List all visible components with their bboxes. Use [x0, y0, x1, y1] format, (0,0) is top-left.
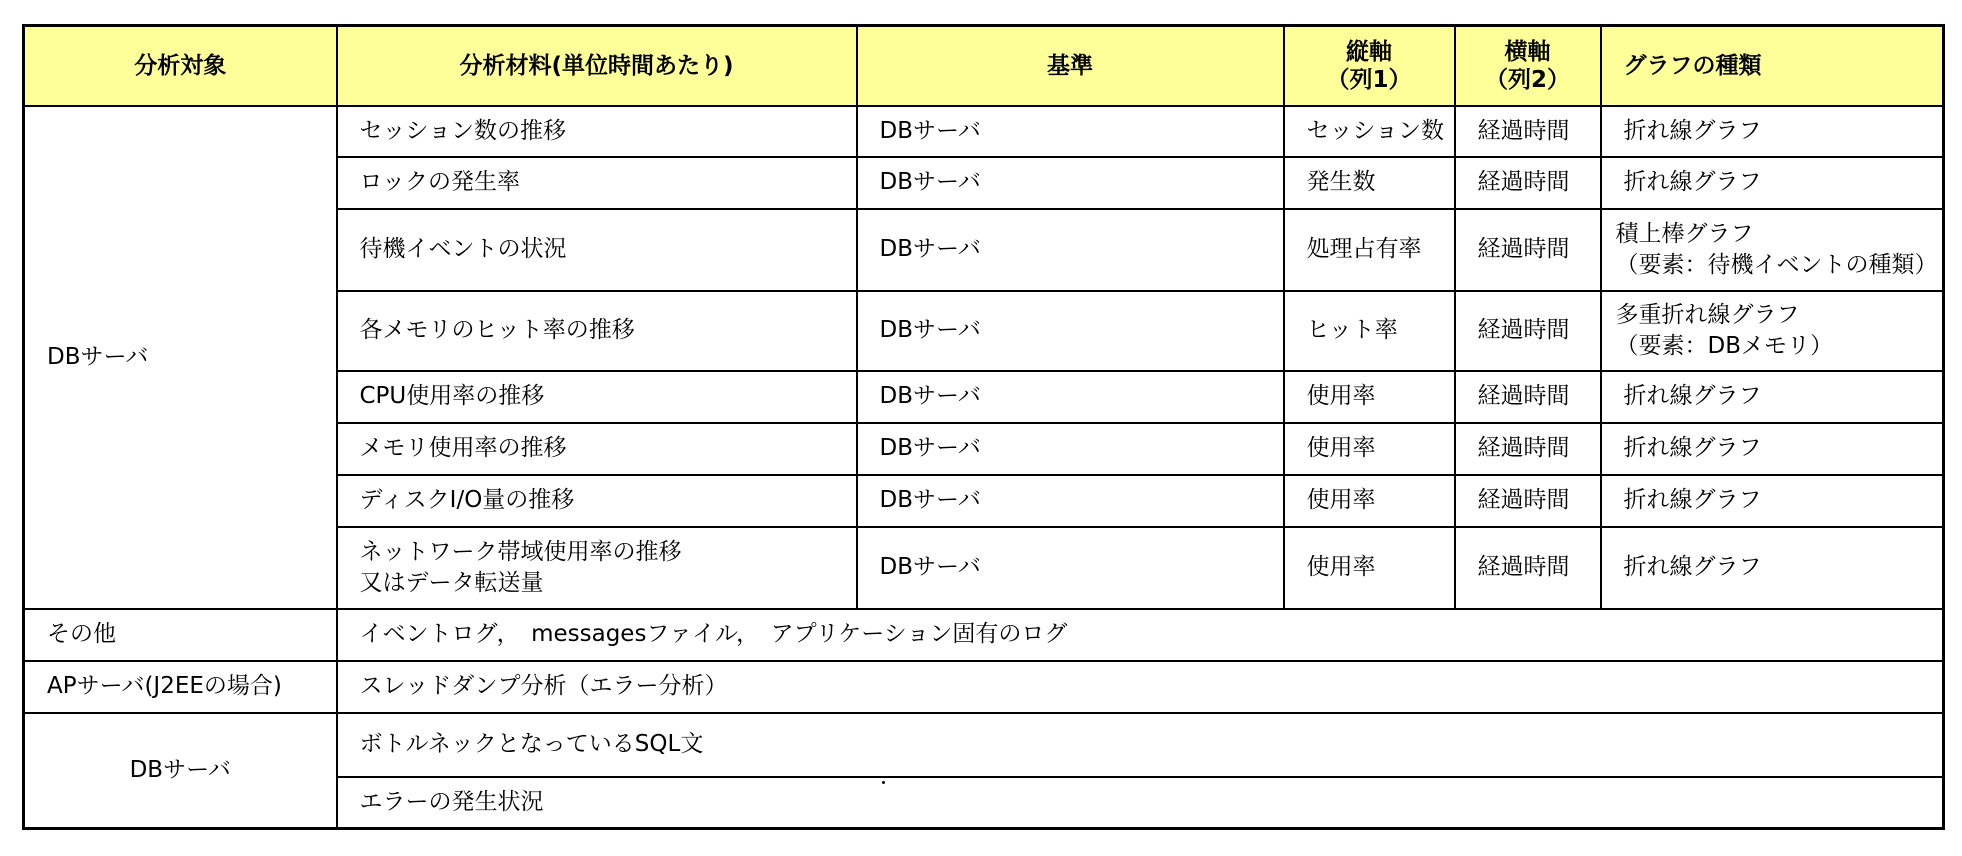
vertical-axis-cell: ヒット率 [1284, 291, 1455, 371]
graph-type-cell [1601, 475, 1944, 527]
horizontal-axis-cell: 経過時間 [1455, 527, 1601, 609]
graph-type-cell [1601, 157, 1944, 209]
horizontal-axis-cell: 経過時間 [1455, 209, 1601, 291]
db-issue-material-cell: ボトルネックとなっているSQL文 [337, 713, 1944, 777]
basis-cell: DBサーバ [857, 527, 1284, 609]
graph-type-line: 多重折れ線グラフ [1615, 301, 1800, 328]
other-row [24, 609, 1944, 661]
header-horizontal-axis-line2: （列2） [1484, 66, 1570, 93]
graph-type-line: （要素：待機イベントの種類） [1615, 251, 1938, 278]
header-vertical-axis [1284, 26, 1455, 106]
material-line: 又はデータ転送量 [359, 569, 544, 596]
other-target-cell: その他 [24, 609, 337, 661]
material-line: セッション数の推移 [359, 117, 567, 144]
graph-type-line: 折れ線グラフ [1623, 554, 1762, 580]
material-line: メモリ使用率の推移 [359, 435, 567, 461]
header-vertical-axis-line1: 縦軸 [1346, 38, 1392, 65]
vertical-axis-cell: セッション数 [1284, 106, 1455, 157]
horizontal-axis-cell: 経過時間 [1455, 106, 1601, 157]
material-line: ディスクI/O量の推移 [359, 487, 575, 513]
horizontal-axis-cell: 経過時間 [1455, 291, 1601, 371]
header-vertical-axis-line2: （列1） [1326, 66, 1412, 93]
other-row [24, 661, 1944, 713]
header-basis: 基準 [857, 26, 1284, 106]
material-line: 各メモリのヒット率の推移 [359, 317, 635, 343]
basis-cell: DBサーバ [857, 291, 1284, 371]
material-cell [337, 527, 857, 609]
horizontal-axis-cell: 経過時間 [1455, 475, 1601, 527]
basis-cell: DBサーバ [857, 423, 1284, 475]
horizontal-axis-cell: 経過時間 [1455, 157, 1601, 209]
material-cell [337, 423, 857, 475]
basis-cell: DBサーバ [857, 157, 1284, 209]
graph-type-line: 折れ線グラフ [1623, 435, 1762, 461]
stray-dot [882, 781, 885, 784]
horizontal-axis-cell: 経過時間 [1455, 371, 1601, 423]
basis-cell: DBサーバ [857, 371, 1284, 423]
material-cell [337, 209, 857, 291]
other-target-cell: APサーバ(J2EEの場合) [24, 661, 337, 713]
header-horizontal-axis-line1: 横軸 [1504, 38, 1551, 65]
header-material: 分析材料(単位時間あたり) [337, 26, 857, 106]
material-line: CPU使用率の推移 [359, 383, 545, 409]
db-metric-row [24, 106, 1944, 157]
vertical-axis-cell: 使用率 [1284, 423, 1455, 475]
header-row [24, 26, 1944, 106]
graph-type-line: 折れ線グラフ [1623, 117, 1762, 144]
material-cell [337, 106, 857, 157]
header-horizontal-axis [1455, 26, 1601, 106]
db-server-target-cell-2: DBサーバ [24, 713, 337, 829]
analysis-table-sheet [22, 24, 1942, 830]
graph-type-cell [1601, 371, 1944, 423]
graph-type-line: 折れ線グラフ [1623, 169, 1762, 195]
material-line: ロックの発生率 [359, 169, 521, 195]
basis-cell: DBサーバ [857, 475, 1284, 527]
material-line: ネットワーク帯域使用率の推移 [359, 538, 682, 565]
db-issue-material-cell: エラーの発生状況 [337, 777, 1944, 829]
vertical-axis-cell: 使用率 [1284, 371, 1455, 423]
vertical-axis-cell: 処理占有率 [1284, 209, 1455, 291]
db-issue-row [24, 713, 1944, 777]
header-graph-type: グラフの種類 [1601, 26, 1944, 106]
graph-type-cell [1601, 106, 1944, 157]
graph-type-cell [1601, 291, 1944, 371]
graph-type-line: 積上棒グラフ [1615, 220, 1754, 247]
basis-cell: DBサーバ [857, 106, 1284, 157]
graph-type-cell [1601, 209, 1944, 291]
other-material-cell: スレッドダンプ分析（エラー分析） [337, 661, 1944, 713]
db-server-target-cell: DBサーバ [24, 106, 337, 609]
horizontal-axis-cell: 経過時間 [1455, 423, 1601, 475]
graph-type-line: （要素：DBメモリ） [1615, 332, 1833, 359]
graph-type-cell [1601, 527, 1944, 609]
analysis-table [22, 24, 1945, 830]
graph-type-line: 折れ線グラフ [1623, 383, 1762, 409]
material-cell [337, 291, 857, 371]
vertical-axis-cell: 発生数 [1284, 157, 1455, 209]
vertical-axis-cell: 使用率 [1284, 527, 1455, 609]
material-cell [337, 371, 857, 423]
other-material-cell: イベントログ， messagesファイル， アプリケーション固有のログ [337, 609, 1944, 661]
material-cell [337, 157, 857, 209]
header-target: 分析対象 [24, 26, 337, 106]
graph-type-cell [1601, 423, 1944, 475]
graph-type-line: 折れ線グラフ [1623, 487, 1762, 513]
basis-cell: DBサーバ [857, 209, 1284, 291]
material-cell [337, 475, 857, 527]
vertical-axis-cell: 使用率 [1284, 475, 1455, 527]
material-line: 待機イベントの状況 [359, 236, 567, 262]
